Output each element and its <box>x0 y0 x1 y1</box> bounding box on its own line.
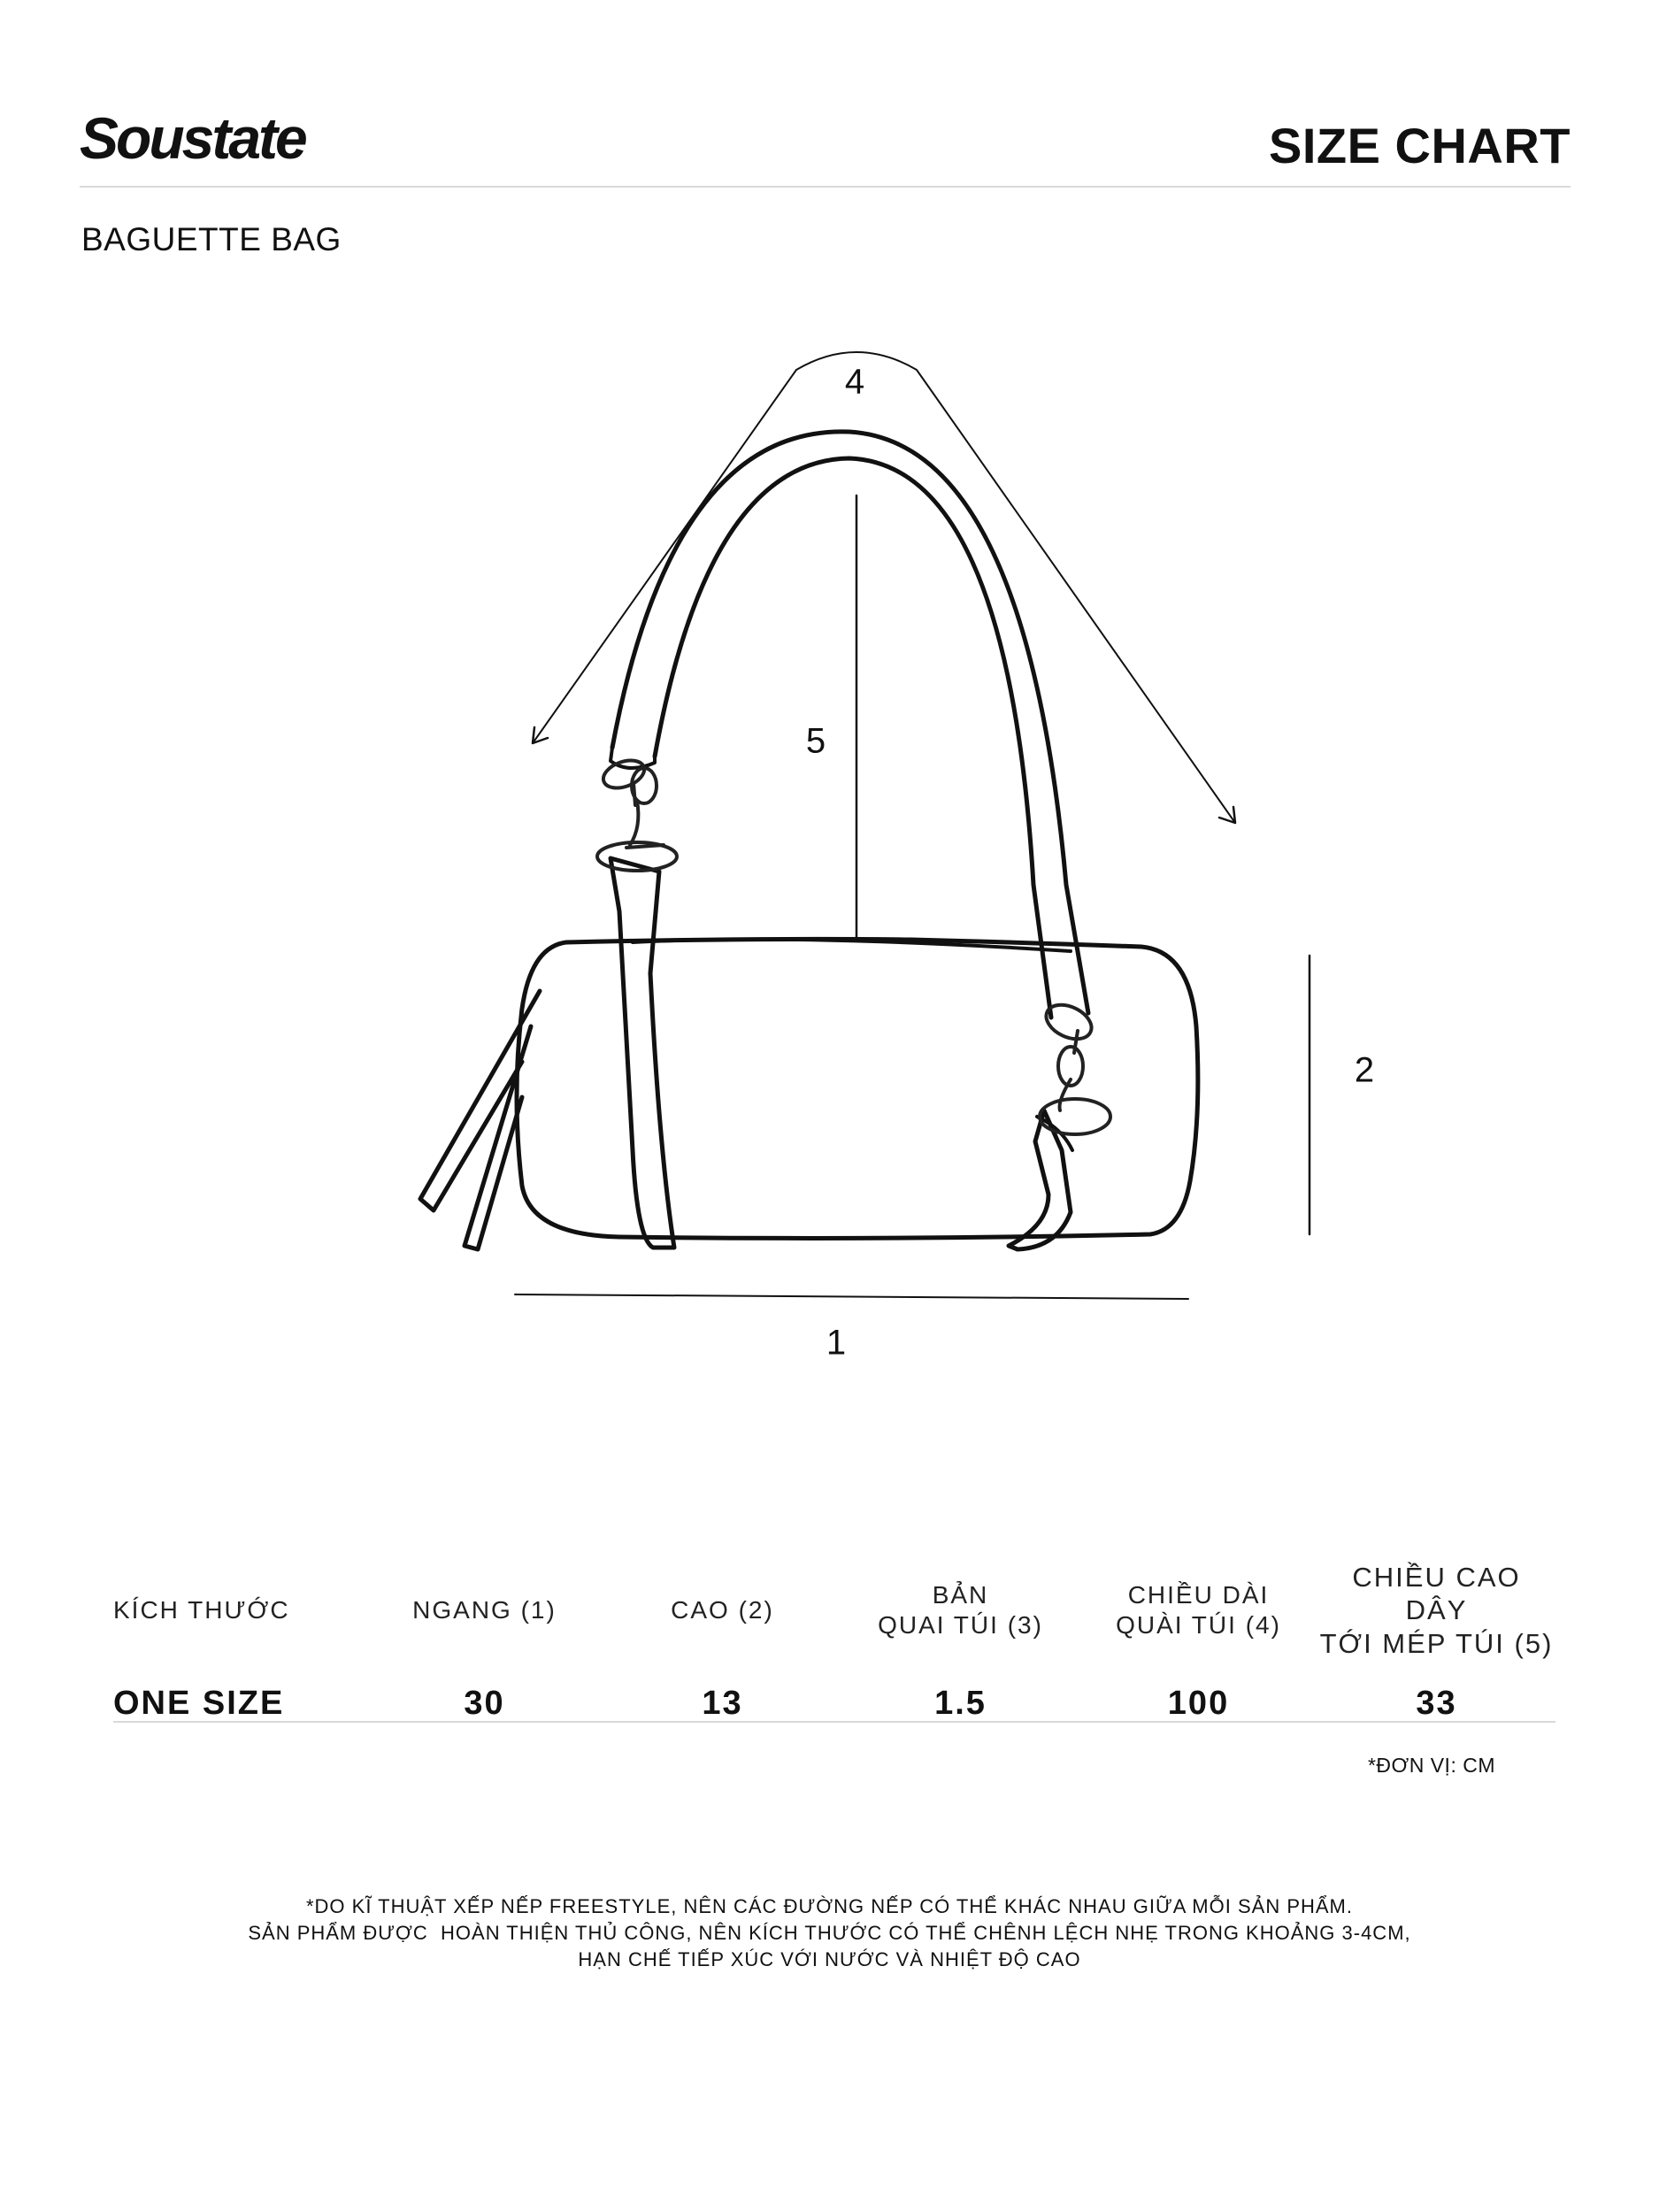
bag-body <box>517 939 1198 1238</box>
table-header-row <box>113 1557 1555 1663</box>
table-header-cell: NGANG (1) <box>412 1596 557 1624</box>
table-cell: 33 <box>1416 1684 1457 1722</box>
care-note-line: SẢN PHẨM ĐƯỢC HOÀN THIỆN THỦ CÔNG, NÊN KÍCH THƯỚC CÓ THỂ CHÊNH LỆCH NHẸ TRONG KHOẢNG 3-4CM, <box>248 1922 1411 1944</box>
size-table <box>113 1557 1555 1743</box>
table-header-cell: BẢN QUAI TÚI (3) <box>878 1581 1043 1639</box>
width-guide <box>515 1294 1188 1299</box>
table-cell: 30 <box>464 1684 505 1722</box>
table-header-cell: CAO (2) <box>671 1596 774 1624</box>
table-cell: 1.5 <box>934 1684 987 1722</box>
strap-lower-left <box>611 858 674 1248</box>
table-header-cell: CHIỀU CAO DÂY TỚI MÉP TÚI (5) <box>1319 1562 1554 1659</box>
table-row <box>113 1663 1555 1743</box>
page-title: SIZE CHART <box>1269 118 1571 173</box>
care-notes <box>0 1893 1659 1973</box>
table-header-cell: CHIỀU DÀI QUÀI TÚI (4) <box>1116 1581 1281 1639</box>
strap-length-guide <box>533 352 1235 823</box>
clasp-left <box>597 756 677 871</box>
table-divider <box>113 1721 1555 1723</box>
strap-inner <box>655 458 1051 1018</box>
care-note-line: HẠN CHẾ TIẾP XÚC VỚI NƯỚC VÀ NHIỆT ĐỘ CAO <box>578 1948 1081 1970</box>
label-height: 2 <box>1354 1050 1375 1090</box>
label-width: 1 <box>826 1323 847 1363</box>
label-strap-length: 4 <box>844 362 865 402</box>
table-header-cell: KÍCH THƯỚC <box>113 1596 290 1624</box>
unit-note: *ĐƠN VỊ: CM <box>1367 1754 1495 1777</box>
table-cell: 100 <box>1167 1684 1230 1722</box>
table-cell: ONE SIZE <box>113 1684 285 1722</box>
brand-logo: Soustate <box>80 105 305 171</box>
table-cell: 13 <box>702 1684 743 1722</box>
product-name: BAGUETTE BAG <box>81 221 342 257</box>
label-drop: 5 <box>805 721 826 761</box>
care-note-line: *DO KĨ THUẬT XẾP NẾP FREESTYLE, NÊN CÁC ĐƯỜNG NẾP CÓ THỂ KHÁC NHAU GIỮA MỖI SẢN PHẨM. <box>305 1895 1353 1917</box>
